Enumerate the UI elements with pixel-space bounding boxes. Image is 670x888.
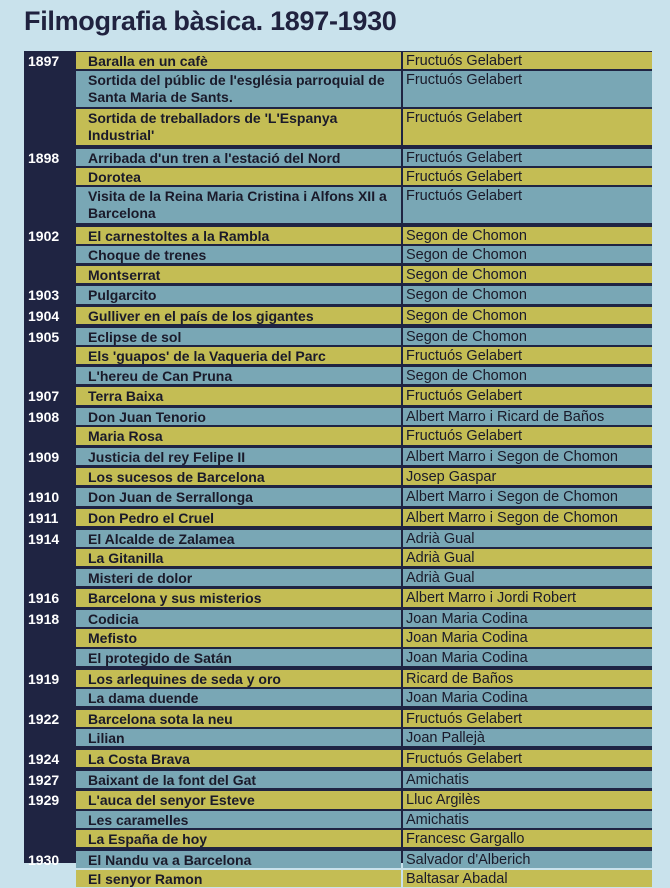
table-row — [24, 629, 652, 646]
director-cell: Fructuós Gelabert — [403, 71, 652, 107]
film-title-cell: El Alcalde de Zalamea — [76, 530, 401, 547]
table-row — [24, 468, 652, 485]
table-row — [24, 830, 652, 847]
film-title-cell: Justicia del rey Felipe II — [76, 448, 401, 465]
year-cell — [24, 811, 72, 828]
director-cell: Adrià Gual — [403, 569, 652, 586]
film-title-cell: Visita de la Reina Maria Cristina i Alfons XII a Barcelona — [76, 187, 401, 223]
film-title-cell: Don Juan de Serrallonga — [76, 488, 401, 505]
director-cell: Fructuós Gelabert — [403, 387, 652, 404]
director-cell: Segon de Chomon — [403, 246, 652, 263]
table-row — [24, 328, 652, 345]
year-cell: 1919 — [28, 670, 60, 687]
table-row — [24, 168, 652, 185]
table-row — [24, 307, 652, 324]
table-row — [24, 149, 652, 166]
table-row — [24, 266, 652, 283]
year-cell: 1905 — [28, 328, 60, 345]
table-row — [24, 227, 652, 244]
year-cell: 1910 — [28, 489, 60, 506]
film-title-cell: Mefisto — [76, 629, 401, 646]
year-cell: 1897 — [28, 53, 60, 69]
year-cell — [24, 468, 72, 485]
table-row — [24, 367, 652, 384]
director-cell: Albert Marro i Ricard de Baños — [403, 408, 652, 425]
film-title-cell: Montserrat — [76, 266, 401, 283]
director-cell: Fructuós Gelabert — [403, 187, 652, 223]
film-title-cell: Eclipse de sol — [76, 328, 401, 345]
table-row — [24, 109, 652, 145]
director-cell: Segon de Chomon — [403, 307, 652, 324]
film-title-cell: La Costa Brava — [76, 750, 401, 767]
film-title-cell: El senyor Ramon — [76, 870, 401, 887]
table-row — [24, 791, 652, 808]
year-cell — [24, 71, 72, 107]
year-cell: 1914 — [28, 530, 60, 547]
table-row — [24, 246, 652, 263]
table-row — [24, 610, 652, 627]
year-cell — [24, 168, 72, 185]
table-row — [24, 71, 652, 107]
director-cell: Joan Maria Codina — [403, 610, 652, 627]
director-cell: Fructuós Gelabert — [403, 168, 652, 185]
film-title-cell: Barcelona y sus misterios — [76, 589, 401, 606]
director-cell: Fructuós Gelabert — [403, 750, 652, 767]
film-title-cell: El protegido de Satán — [76, 649, 401, 666]
director-cell: Segon de Chomon — [403, 227, 652, 244]
table-row — [24, 427, 652, 444]
film-title-cell: Gulliver en el país de los gigantes — [76, 307, 401, 324]
table-row — [24, 569, 652, 586]
director-cell: Ricard de Baños — [403, 670, 652, 687]
film-title-cell: La dama duende — [76, 689, 401, 706]
film-title-cell: Terra Baixa — [76, 387, 401, 404]
director-cell: Adrià Gual — [403, 549, 652, 566]
film-title-cell: La Gitanilla — [76, 549, 401, 566]
film-title-cell: Don Pedro el Cruel — [76, 509, 401, 526]
film-title-cell: Les caramelles — [76, 811, 401, 828]
year-cell — [24, 549, 72, 566]
director-cell: Joan Maria Codina — [403, 689, 652, 706]
table-row — [24, 347, 652, 364]
year-cell — [24, 729, 72, 746]
year-cell: 1902 — [28, 227, 60, 244]
director-cell: Albert Marro i Jordi Robert — [403, 589, 652, 606]
director-cell: Albert Marro i Segon de Chomon — [403, 448, 652, 465]
year-cell: 1930 — [28, 851, 60, 868]
director-cell: Salvador d'Alberich — [403, 851, 652, 868]
table-row — [24, 729, 652, 746]
film-title-cell: Pulgarcito — [76, 286, 401, 303]
film-title-cell: Dorotea — [76, 168, 401, 185]
film-title-cell: Misteri de dolor — [76, 569, 401, 586]
film-title-cell: La España de hoy — [76, 830, 401, 847]
table-row — [24, 448, 652, 465]
year-cell — [24, 689, 72, 706]
film-title-cell: El carnestoltes a la Rambla — [76, 227, 401, 244]
table-row — [24, 530, 652, 547]
year-cell — [24, 830, 72, 847]
film-title-cell: Maria Rosa — [76, 427, 401, 444]
director-cell: Albert Marro i Segon de Chomon — [403, 509, 652, 526]
film-title-cell: Los sucesos de Barcelona — [76, 468, 401, 485]
film-title-cell: L'hereu de Can Pruna — [76, 367, 401, 384]
table-row — [24, 488, 652, 505]
film-title-cell: Barcelona sota la neu — [76, 710, 401, 727]
director-cell: Amichatis — [403, 811, 652, 828]
film-title-cell: Baixant de la font del Gat — [76, 771, 401, 788]
director-cell: Amichatis — [403, 771, 652, 788]
table-row — [24, 851, 652, 868]
film-title-cell: Choque de trenes — [76, 246, 401, 263]
table-row — [24, 870, 652, 887]
film-title-cell: Sortida de treballadors de 'L'Espanya Industrial' — [76, 109, 401, 145]
director-cell: Joan Maria Codina — [403, 649, 652, 666]
film-title-cell: Don Juan Tenorio — [76, 408, 401, 425]
director-cell: Albert Marro i Segon de Chomon — [403, 488, 652, 505]
year-cell — [24, 109, 72, 145]
table-row — [24, 589, 652, 606]
film-title-cell: Baralla en un cafè — [76, 52, 401, 69]
film-title-cell: Codicia — [76, 610, 401, 627]
director-cell: Joan Maria Codina — [403, 629, 652, 646]
table-row — [24, 549, 652, 566]
film-title-cell: Los arlequines de seda y oro — [76, 670, 401, 687]
table-row — [24, 649, 652, 666]
table-row — [24, 509, 652, 526]
year-cell: 1904 — [28, 308, 60, 325]
year-cell — [24, 870, 72, 887]
table-row — [24, 52, 652, 69]
table-row — [24, 408, 652, 425]
year-cell: 1907 — [28, 388, 60, 405]
year-cell — [24, 187, 72, 223]
director-cell: Segon de Chomon — [403, 286, 652, 303]
table-row — [24, 689, 652, 706]
director-cell: Adrià Gual — [403, 530, 652, 547]
film-title-cell: L'auca del senyor Esteve — [76, 791, 401, 808]
table-row — [24, 187, 652, 223]
year-cell: 1898 — [28, 149, 60, 166]
director-cell: Fructuós Gelabert — [403, 109, 652, 145]
film-title-cell: El Nandu va a Barcelona — [76, 851, 401, 868]
director-cell: Josep Gaspar — [403, 468, 652, 485]
director-cell: Fructuós Gelabert — [403, 347, 652, 364]
director-cell: Fructuós Gelabert — [403, 427, 652, 444]
table-row — [24, 387, 652, 404]
director-cell: Francesc Gargallo — [403, 830, 652, 847]
director-cell: Baltasar Abadal — [403, 870, 652, 887]
year-cell — [24, 246, 72, 263]
film-title-cell: Sortida del públic de l'església parroquial de Santa Maria de Sants. — [76, 71, 401, 107]
director-cell: Segon de Chomon — [403, 328, 652, 345]
director-cell: Lluc Argilès — [403, 791, 652, 808]
table-row — [24, 710, 652, 727]
page-title: Filmografia bàsica. 1897-1930 — [24, 6, 397, 36]
film-title-cell: Els 'guapos' de la Vaqueria del Parc — [76, 347, 401, 364]
year-cell: 1903 — [28, 287, 60, 304]
year-cell — [24, 649, 72, 666]
film-title-cell: Lilian — [76, 729, 401, 746]
director-cell: Joan Pallejà — [403, 729, 652, 746]
film-title-cell: Arribada d'un tren a l'estació del Nord — [76, 149, 401, 166]
table-row — [24, 286, 652, 303]
year-cell: 1924 — [28, 750, 60, 767]
year-cell: 1909 — [28, 449, 60, 466]
year-cell — [24, 266, 72, 283]
year-cell — [24, 569, 72, 586]
year-cell — [24, 367, 72, 384]
table-row — [24, 811, 652, 828]
table-row — [24, 771, 652, 788]
director-cell: Segon de Chomon — [403, 367, 652, 384]
director-cell: Fructuós Gelabert — [403, 149, 652, 166]
table-row — [24, 670, 652, 687]
director-cell: Fructuós Gelabert — [403, 52, 652, 69]
filmography-table — [24, 51, 652, 887]
year-cell — [24, 629, 72, 646]
year-cell — [24, 427, 72, 444]
year-cell: 1927 — [28, 771, 60, 788]
table-row — [24, 750, 652, 767]
year-cell: 1922 — [28, 710, 60, 727]
year-cell: 1916 — [28, 590, 60, 607]
year-cell: 1911 — [28, 510, 59, 527]
year-cell: 1908 — [28, 409, 60, 426]
year-cell: 1918 — [28, 611, 60, 628]
year-cell — [24, 347, 72, 364]
year-cell: 1929 — [28, 792, 60, 809]
director-cell: Fructuós Gelabert — [403, 710, 652, 727]
director-cell: Segon de Chomon — [403, 266, 652, 283]
